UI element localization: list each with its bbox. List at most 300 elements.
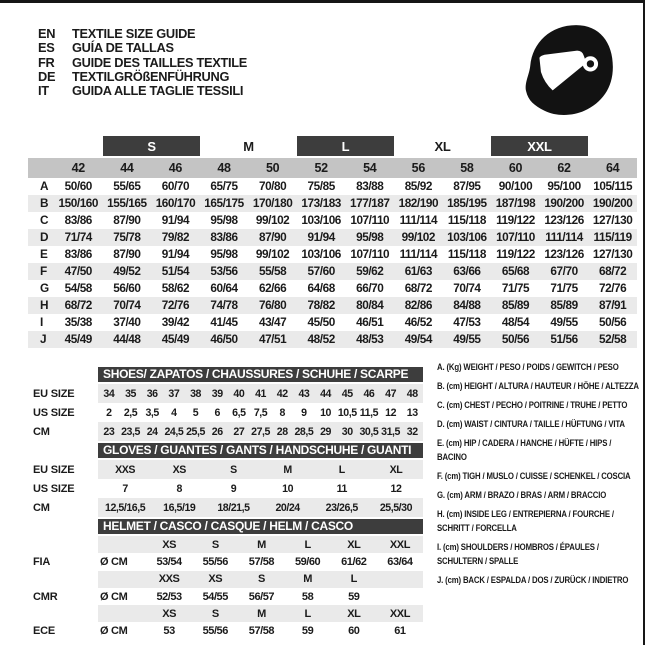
racing-helmet-svg — [518, 18, 620, 122]
gloves-value: XL — [389, 463, 403, 476]
language-title-row — [38, 41, 247, 55]
measure-row-label: A — [40, 179, 49, 193]
shoes-value: 41 — [255, 387, 266, 400]
gloves-value: 16,5/19 — [163, 501, 196, 514]
measure-value: 182/190 — [398, 196, 439, 210]
language-title-list — [38, 27, 247, 98]
size-number: 58 — [460, 161, 474, 175]
size-group-xxl: XXL — [491, 136, 588, 156]
measure-value: 87/90 — [113, 247, 141, 261]
measure-row-label: H — [40, 298, 49, 312]
helmet-row — [33, 622, 423, 639]
textile-size-table — [28, 136, 637, 348]
helmet-rows — [33, 536, 423, 640]
legend-item: G. (cm) ARM / BRAZO / BRAS / ARM / BRACCIO — [437, 490, 607, 501]
helmet-value: L — [304, 607, 311, 620]
shoes-value: 5 — [192, 406, 199, 419]
measure-value: 111/114 — [399, 213, 438, 227]
helmet-value: XL — [347, 607, 361, 620]
textile-size-band — [28, 158, 637, 178]
measure-value: 47/53 — [453, 315, 481, 329]
shoes-value: 11,5 — [359, 406, 379, 419]
gloves-value: 20/24 — [275, 501, 300, 514]
helmet-standard-label: FIA — [33, 555, 51, 568]
size-group-s: S — [103, 136, 200, 156]
measure-value: 68/72 — [64, 298, 92, 312]
shoes-value: 27,5 — [251, 425, 270, 438]
size-group-spacer — [28, 136, 103, 156]
measure-value: 48/52 — [307, 332, 335, 346]
shoes-value: 30,5 — [359, 425, 379, 438]
measure-value: 185/195 — [447, 196, 487, 210]
measure-row-label: G — [40, 281, 49, 295]
shoes-value: 46 — [363, 387, 375, 400]
shoes-value: 35 — [125, 387, 136, 400]
helmet-value: 53/54 — [156, 555, 182, 568]
racing-helmet-icon — [518, 18, 620, 127]
size-number: 50 — [265, 161, 280, 175]
legend-item: H. (cm) INSIDE LEG / ENTREPIERNA / FOURCHE / SCHRITT / FORCELLA — [437, 509, 614, 534]
legend-item: E. (cm) HIP / CADERA / HANCHE / HÜFTE / HIPS / BACINO — [437, 438, 612, 463]
language-code: FR — [38, 54, 55, 70]
measure-row-h — [28, 297, 637, 314]
measure-value: 99/102 — [255, 247, 290, 261]
measure-row-label: E — [40, 247, 48, 261]
measure-value: 190/200 — [592, 196, 633, 210]
helmet-section-title: HELMET / CASCO / CASQUE / HELM / CASCO — [98, 519, 423, 534]
shoes-value: 42 — [276, 387, 288, 400]
helmet-unit-label: Ø CM — [100, 625, 128, 638]
shoes-row-label: CM — [33, 425, 50, 438]
helmet-value: 59/60 — [294, 555, 321, 568]
language-title-row — [38, 84, 247, 98]
measure-value: 70/74 — [453, 281, 481, 295]
shoes-value: 23,5 — [121, 425, 140, 438]
gloves-section — [33, 443, 423, 517]
measure-value: 46/51 — [356, 315, 384, 329]
measure-value: 55/65 — [113, 179, 141, 193]
measure-value: 123/126 — [544, 213, 584, 227]
measure-value: 74/78 — [210, 298, 238, 312]
language-code: ES — [38, 40, 55, 56]
measure-value: 76/80 — [258, 298, 287, 312]
measure-value: 75/85 — [307, 179, 335, 193]
size-group-xl: XL — [434, 138, 451, 154]
shoes-value: 9 — [301, 406, 307, 419]
helmet-row — [33, 571, 423, 588]
legend-item: I. (cm) SHOULDERS / HOMBROS / ÉPAULES / SCHULTERN / SPALLE — [437, 542, 599, 567]
shoes-row — [33, 384, 423, 403]
measure-row-a — [28, 178, 637, 195]
measure-value: 87/90 — [113, 213, 141, 227]
measure-value: 72/76 — [599, 281, 627, 295]
helmet-value: XS — [162, 607, 176, 620]
measure-value: 62/66 — [258, 281, 287, 295]
measure-value: 37/40 — [113, 315, 141, 329]
helmet-row-values — [98, 536, 423, 553]
measure-value: 49/55 — [550, 315, 578, 329]
textile-rows — [28, 178, 637, 348]
language-code: DE — [38, 68, 56, 84]
helmet-value: S — [211, 607, 219, 620]
shoes-section-title: SHOES/ ZAPATOS / CHAUSSURES / SCHUHE / SCARPE — [98, 367, 423, 382]
shoes-value: 29 — [320, 425, 331, 438]
helmet-value: XXL — [389, 538, 410, 551]
measure-value: 51/56 — [550, 332, 578, 346]
helmet-value: XXS — [158, 573, 180, 586]
measure-value: 46/50 — [210, 332, 238, 346]
shoes-value: 40 — [233, 387, 245, 400]
gloves-value: 7 — [122, 482, 128, 495]
measure-row-e — [28, 246, 637, 263]
language-title: GUÍA DE TALLAS — [72, 40, 174, 56]
measure-value: 155/165 — [107, 196, 147, 210]
shoes-value: 45 — [341, 387, 353, 400]
measure-value: 83/86 — [64, 213, 92, 227]
measure-value: 190/200 — [544, 196, 584, 210]
size-number: 60 — [508, 161, 523, 175]
size-number: 56 — [411, 161, 425, 175]
legend-item: A. (Kg) WEIGHT / PESO / POIDS / GEWITCH / PESO — [437, 362, 619, 373]
measure-value: 85/89 — [550, 298, 578, 312]
measure-value: 107/110 — [350, 247, 390, 261]
shoes-value: 23 — [103, 425, 115, 438]
measure-value: 78/82 — [307, 298, 335, 312]
shoes-value: 28,5 — [294, 425, 314, 438]
gloves-row-label: CM — [33, 501, 50, 514]
measure-value: 44/48 — [113, 332, 141, 346]
gloves-value: 18/21,5 — [217, 501, 250, 514]
legend-item: D. (cm) WAIST / CINTURA / TAILLE / HÜFTUNG / VITA — [437, 419, 625, 430]
measure-value: 177/187 — [350, 196, 390, 210]
helmet-row-values — [98, 605, 423, 622]
helmet-value: XL — [347, 538, 361, 551]
measure-value: 55/58 — [258, 264, 287, 278]
helmet-row — [33, 605, 423, 622]
measure-value: 95/100 — [547, 179, 581, 193]
measure-value: 150/160 — [58, 196, 99, 210]
shoes-row — [33, 422, 423, 441]
shoes-value: 31,5 — [381, 425, 400, 438]
helmet-row-values — [98, 553, 423, 570]
measure-value: 70/80 — [258, 179, 287, 193]
helmet-value: XXL — [389, 607, 410, 620]
measure-value: 53/56 — [210, 264, 238, 278]
measure-value: 123/126 — [544, 247, 584, 261]
gloves-value: 25,5/30 — [379, 501, 413, 514]
language-title-row — [38, 27, 247, 41]
shoes-value: 30 — [341, 425, 353, 438]
measure-value: 160/170 — [155, 196, 196, 210]
gloves-section-title: GLOVES / GUANTES / GANTS / HANDSCHUHE / GUANTI — [98, 443, 423, 458]
measure-value: 47/51 — [258, 332, 287, 346]
measure-value: 65/68 — [501, 264, 530, 278]
shoes-row-values — [98, 422, 423, 441]
size-number: 54 — [363, 161, 377, 175]
gloves-value: 23/26,5 — [325, 501, 358, 514]
measure-value: 87/90 — [258, 230, 287, 244]
measure-row-d — [28, 229, 637, 246]
measure-value: 173/183 — [301, 196, 341, 210]
gloves-row-values — [98, 460, 423, 479]
measure-value: 49/52 — [113, 264, 141, 278]
measure-value: 45/50 — [307, 315, 335, 329]
helmet-unit-label: Ø CM — [100, 555, 128, 568]
gloves-value: 11 — [336, 482, 347, 495]
measure-value: 103/106 — [301, 247, 341, 261]
legend-item: C. (cm) CHEST / PECHO / POITRINE / TRUHE / PETTO — [437, 400, 628, 411]
shoes-value: 24 — [146, 425, 158, 438]
measure-value: 63/66 — [453, 264, 481, 278]
measure-value: 91/94 — [161, 247, 190, 261]
measure-value: 107/110 — [350, 213, 390, 227]
shoes-value: 28 — [276, 425, 288, 438]
measure-value: 111/114 — [545, 230, 583, 244]
shoes-value: 47 — [385, 387, 397, 400]
gloves-value: XS — [172, 463, 186, 476]
measure-value: 50/56 — [501, 332, 530, 346]
helmet-row — [33, 536, 423, 553]
measure-value: 71/74 — [64, 230, 92, 244]
shoes-row-values — [98, 384, 423, 403]
measure-value: 71/75 — [501, 281, 530, 295]
shoes-row-label: US SIZE — [33, 406, 75, 419]
shoes-value: 4 — [171, 406, 177, 419]
gloves-value: 8 — [176, 482, 182, 495]
measure-value: 58/62 — [161, 281, 190, 295]
size-group-l: L — [297, 136, 394, 156]
legend-list — [437, 361, 642, 593]
measure-value: 127/130 — [592, 247, 633, 261]
helmet-value: 60 — [348, 625, 360, 638]
helmet-value: 53 — [163, 625, 175, 638]
measure-value: 50/56 — [599, 315, 627, 329]
language-code: EN — [38, 26, 56, 41]
shoes-row — [33, 403, 423, 422]
gloves-rows — [33, 460, 423, 517]
measure-value: 107/110 — [496, 230, 535, 244]
measure-value: 79/82 — [161, 230, 190, 244]
measure-value: 48/54 — [501, 315, 530, 329]
helmet-standard-label: ECE — [33, 625, 56, 638]
shoes-value: 6,5 — [232, 406, 246, 419]
measure-value: 39/42 — [161, 315, 190, 329]
measure-value: 91/94 — [307, 230, 335, 244]
textile-size-groups — [28, 136, 637, 156]
shoes-value: 26 — [211, 425, 223, 438]
gloves-value: 12,5/16,5 — [105, 501, 146, 514]
shoes-value: 27 — [233, 425, 245, 438]
helmet-value: 54/55 — [202, 590, 228, 603]
measure-value: 83/86 — [64, 247, 92, 261]
measure-value: 75/78 — [113, 230, 141, 244]
measure-value: 66/70 — [356, 281, 384, 295]
language-title: TEXTILGRÖßENFÜHRUNG — [72, 68, 230, 84]
shoes-value: 8 — [279, 406, 285, 419]
gloves-row — [33, 498, 423, 517]
measure-value: 82/86 — [404, 298, 432, 312]
measure-value: 48/53 — [356, 332, 384, 346]
shoes-value: 10 — [320, 406, 331, 419]
helmet-value: M — [257, 538, 266, 551]
shoes-value: 3,5 — [145, 406, 159, 419]
measure-value: 115/118 — [447, 213, 487, 227]
gloves-row-label: EU SIZE — [33, 463, 75, 476]
helmet-value: 63/64 — [387, 555, 413, 568]
helmet-value: L — [350, 573, 357, 586]
helmet-value: M — [257, 607, 266, 620]
shoes-value: 2 — [106, 406, 112, 419]
shoes-value: 38 — [190, 387, 201, 400]
size-number: 46 — [168, 161, 183, 175]
helmet-row-values — [98, 588, 423, 605]
measure-row-b — [28, 195, 637, 212]
shoes-value: 6 — [214, 406, 220, 419]
helmet-value: 57/58 — [248, 555, 275, 568]
shoes-row-label: EU SIZE — [33, 387, 75, 400]
shoes-value: 48 — [406, 387, 418, 400]
measure-value: 90/100 — [498, 179, 533, 193]
size-number: 64 — [605, 161, 620, 175]
measure-value: 41/45 — [210, 315, 238, 329]
measure-value: 115/118 — [447, 247, 487, 261]
measure-value: 80/84 — [356, 298, 384, 312]
measure-value: 52/58 — [599, 332, 627, 346]
language-title: GUIDE DES TAILLES TEXTILE — [72, 54, 247, 70]
gloves-value: 9 — [230, 482, 237, 495]
shoes-value: 34 — [103, 387, 115, 400]
measure-value: 87/91 — [599, 298, 627, 312]
measure-row-label: J — [40, 332, 47, 346]
helmet-row — [33, 553, 423, 570]
shoes-value: 2,5 — [123, 406, 138, 419]
measure-value: 99/102 — [255, 213, 290, 227]
measure-value: 64/68 — [307, 281, 335, 295]
size-group-m: M — [243, 138, 254, 154]
helmet-value: 61 — [394, 625, 406, 638]
measure-value: 57/60 — [307, 264, 335, 278]
language-title-row — [38, 70, 247, 84]
measure-value: 45/49 — [64, 332, 92, 346]
measure-value: 49/54 — [404, 332, 432, 346]
measure-value: 95/98 — [356, 230, 384, 244]
gloves-value: L — [338, 463, 345, 476]
size-number: 62 — [557, 161, 571, 175]
shoes-value: 32 — [406, 425, 418, 438]
measure-value: 35/38 — [64, 315, 92, 329]
helmet-value: 58 — [301, 590, 314, 603]
measure-value: 50/60 — [64, 179, 92, 193]
helmet-value: XS — [162, 538, 176, 551]
language-title: GUIDA ALLE TAGLIE TESSILI — [72, 83, 244, 99]
shoes-value: 43 — [298, 387, 310, 400]
measure-row-i — [28, 314, 637, 331]
shoes-value: 37 — [168, 387, 180, 400]
measure-value: 51/54 — [161, 264, 190, 278]
measure-value: 60/64 — [210, 281, 238, 295]
shoes-section — [33, 367, 423, 441]
measure-value: 68/72 — [599, 264, 627, 278]
measure-row-label: B — [40, 196, 49, 210]
gloves-row — [33, 479, 423, 498]
gloves-value: S — [230, 463, 237, 476]
measure-value: 84/88 — [453, 298, 481, 312]
helmet-row — [33, 588, 423, 605]
measure-value: 72/76 — [161, 298, 190, 312]
helmet-value: 57/58 — [248, 625, 275, 638]
measure-value: 187/198 — [495, 196, 536, 210]
helmet-value: S — [211, 538, 219, 551]
legend-item: F. (cm) TIGH / MUSLO / CUISSE / SCHENKEL / COSCIA — [437, 471, 631, 482]
measure-value: 95/98 — [210, 213, 238, 227]
size-number: 52 — [314, 161, 328, 175]
measure-value: 68/72 — [404, 281, 432, 295]
helmet-unit-label: Ø CM — [100, 590, 128, 603]
measure-value: 95/98 — [210, 247, 238, 261]
measure-value: 83/88 — [356, 179, 384, 193]
gloves-value: 10 — [282, 482, 294, 495]
measure-value: 119/122 — [496, 247, 535, 261]
shoes-value: 25,5 — [186, 425, 205, 438]
measure-row-f — [28, 263, 637, 280]
helmet-value: M — [303, 573, 312, 586]
measure-value: 56/60 — [113, 281, 141, 295]
measure-row-label: C — [40, 213, 49, 227]
shoes-value: 24,5 — [164, 425, 184, 438]
shoes-value: 36 — [146, 387, 158, 400]
measure-value: 60/70 — [161, 179, 190, 193]
measure-value: 165/175 — [204, 196, 244, 210]
helmet-section — [33, 519, 423, 640]
measure-value: 111/114 — [399, 247, 438, 261]
gloves-row-values — [98, 479, 423, 498]
measure-value: 61/63 — [404, 264, 432, 278]
measure-value: 46/52 — [404, 315, 432, 329]
measure-value: 43/47 — [258, 315, 287, 329]
measure-value: 47/50 — [64, 264, 92, 278]
measure-value: 87/95 — [453, 179, 481, 193]
language-title: TEXTILE SIZE GUIDE — [72, 26, 196, 41]
measure-value: 115/119 — [593, 230, 632, 244]
measure-value: 45/49 — [161, 332, 190, 346]
gloves-row-label: US SIZE — [33, 482, 75, 495]
shoes-row-values — [98, 403, 423, 422]
shoes-value: 10,5 — [337, 406, 357, 419]
helmet-value: 55/56 — [202, 555, 228, 568]
measure-value: 59/62 — [356, 264, 384, 278]
measure-value: 127/130 — [592, 213, 633, 227]
helmet-value: S — [257, 573, 265, 586]
language-title-row — [38, 56, 247, 70]
measure-row-c — [28, 212, 637, 229]
measure-value: 49/55 — [453, 332, 481, 346]
measure-value: 91/94 — [161, 213, 190, 227]
measure-value: 103/106 — [447, 230, 487, 244]
measure-value: 99/102 — [401, 230, 436, 244]
legend-item: B. (cm) HEIGHT / ALTURA / HAUTEUR / HÖHE / ALTEZZA — [437, 381, 639, 392]
measure-value: 83/86 — [210, 230, 238, 244]
measure-value: 103/106 — [301, 213, 341, 227]
helmet-value: 55/56 — [202, 625, 228, 638]
shoes-value: 39 — [211, 387, 223, 400]
helmet-row-values — [98, 622, 423, 639]
measure-value: 105/115 — [593, 179, 633, 193]
measure-value: 85/89 — [501, 298, 530, 312]
helmet-value: XS — [208, 573, 223, 586]
shoes-value: 44 — [320, 387, 331, 400]
helmet-value: 56/57 — [248, 590, 275, 603]
size-number: 48 — [217, 161, 231, 175]
